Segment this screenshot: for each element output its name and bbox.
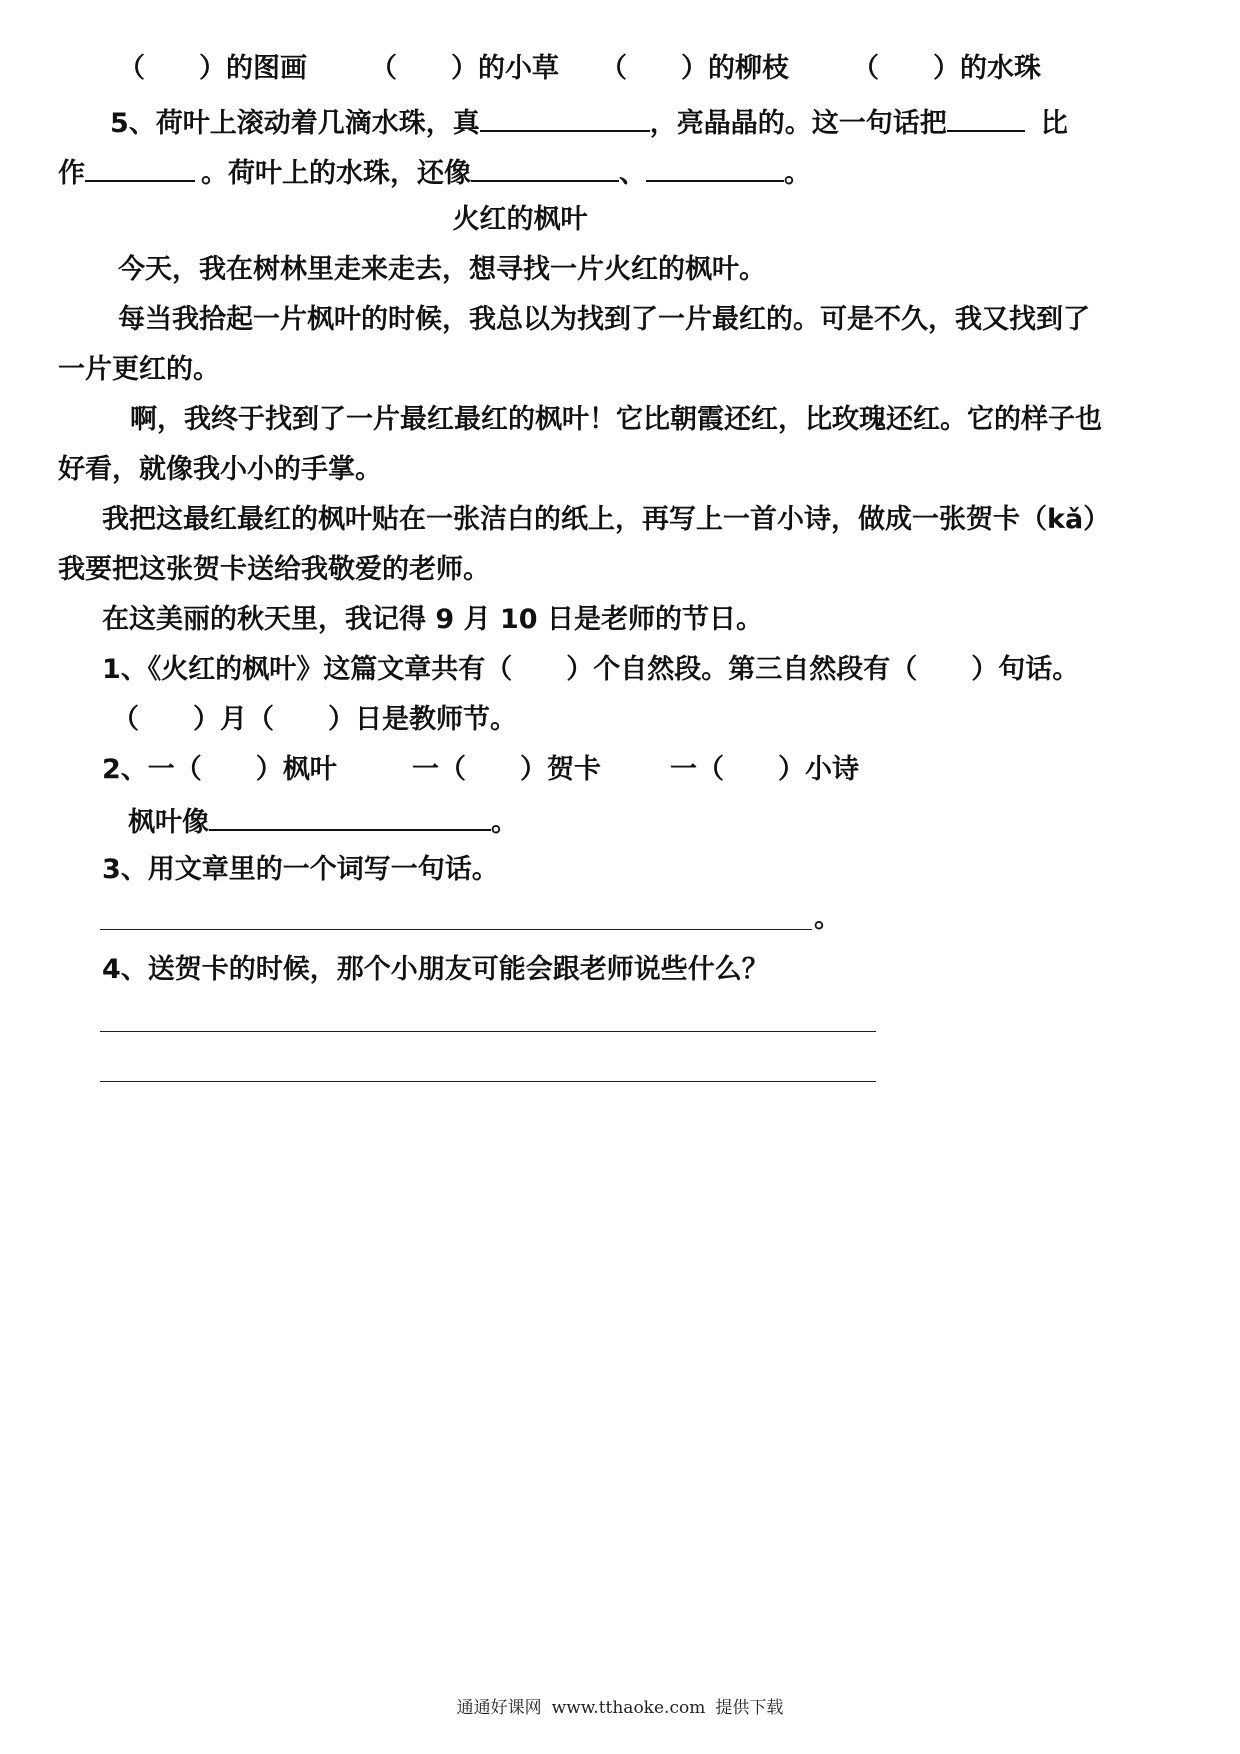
- q4-answer-line-2[interactable]: [100, 1081, 876, 1082]
- question-2-item-a: 2、一（ ）枫叶: [102, 754, 337, 785]
- story-paragraph-3-line-2: 好看，就像我小小的手掌。: [58, 454, 382, 485]
- q5-text-b: ，亮晶晶的。这一句话把: [649, 108, 947, 139]
- q3-period: 。: [814, 903, 841, 934]
- question-1-line-1: 1、《火红的枫叶》这篇文章共有（ ）个自然段。第三自然段有（ ）句话。: [102, 654, 1080, 685]
- story-paragraph-2-line-1: 每当我拾起一片枫叶的时候，我总以为找到了一片最红的。可是不久，我又找到了: [118, 304, 1090, 335]
- question-1-line-2: （ ）月（ ）日是教师节。: [112, 704, 517, 735]
- q5-blank-2[interactable]: [947, 104, 1025, 132]
- q5-text-e: 。荷叶上的水珠，还像: [201, 158, 471, 189]
- question-2-item-c: 一（ ）小诗: [670, 754, 859, 785]
- q5-blank-3[interactable]: [85, 154, 195, 182]
- q2-like-label: 枫叶像: [128, 807, 209, 838]
- story-paragraph-1: 今天，我在树林里走来走去，想寻找一片火红的枫叶。: [118, 254, 766, 285]
- q2-period: 。: [491, 807, 518, 838]
- question-2-line-2: [128, 803, 518, 840]
- fill-phrase-2: （ ）的小草: [370, 53, 559, 84]
- q5-blank-1[interactable]: [480, 104, 650, 132]
- footer-site-name: 通通好课网: [456, 1698, 542, 1718]
- question-3: 3、用文章里的一个词写一句话。: [102, 854, 499, 885]
- q5-blank-4[interactable]: [471, 154, 619, 182]
- story-paragraph-4-line-2: 我要把这张贺卡送给我敬爱的老师。: [58, 554, 490, 585]
- footer-url: www.tthaoke.com: [551, 1698, 706, 1718]
- q5-blank-5[interactable]: [646, 154, 784, 182]
- fill-phrase-3: （ ）的柳枝: [600, 53, 789, 84]
- q4-answer-line-1[interactable]: [100, 1031, 876, 1032]
- story-title: 火红的枫叶: [452, 204, 588, 235]
- fill-phrase-4: （ ）的水珠: [852, 53, 1041, 84]
- q5-text-g: 。: [784, 158, 811, 189]
- q5-text-a: 5、荷叶上滚动着几滴水珠，真: [110, 108, 480, 139]
- q5-line-1: [110, 104, 1068, 141]
- q3-answer-line[interactable]: [100, 929, 812, 930]
- q5-line-2: [58, 154, 811, 191]
- q5-text-c: 比: [1040, 108, 1068, 139]
- q5-text-f: 、: [619, 158, 646, 189]
- story-paragraph-3-line-1: 啊，我终于找到了一片最红最红的枫叶！它比朝霞还红，比玫瑰还红。它的样子也: [130, 404, 1102, 435]
- story-paragraph-4-line-1: 我把这最红最红的枫叶贴在一张洁白的纸上，再写上一首小诗，做成一张贺卡（kǎ）: [102, 504, 1111, 535]
- page-footer: [0, 1693, 1240, 1718]
- q2-blank[interactable]: [209, 803, 491, 831]
- fill-phrase-1: （ ）的图画: [118, 53, 307, 84]
- q5-text-d: 作: [58, 158, 85, 189]
- story-paragraph-2-line-2: 一片更红的。: [58, 354, 220, 385]
- story-paragraph-5: 在这美丽的秋天里，我记得 9 月 10 日是老师的节日。: [102, 604, 763, 635]
- question-4: 4、送贺卡的时候，那个小朋友可能会跟老师说些什么？: [102, 954, 769, 985]
- question-2-item-b: 一（ ）贺卡: [412, 754, 601, 785]
- footer-suffix: 提供下载: [715, 1698, 784, 1718]
